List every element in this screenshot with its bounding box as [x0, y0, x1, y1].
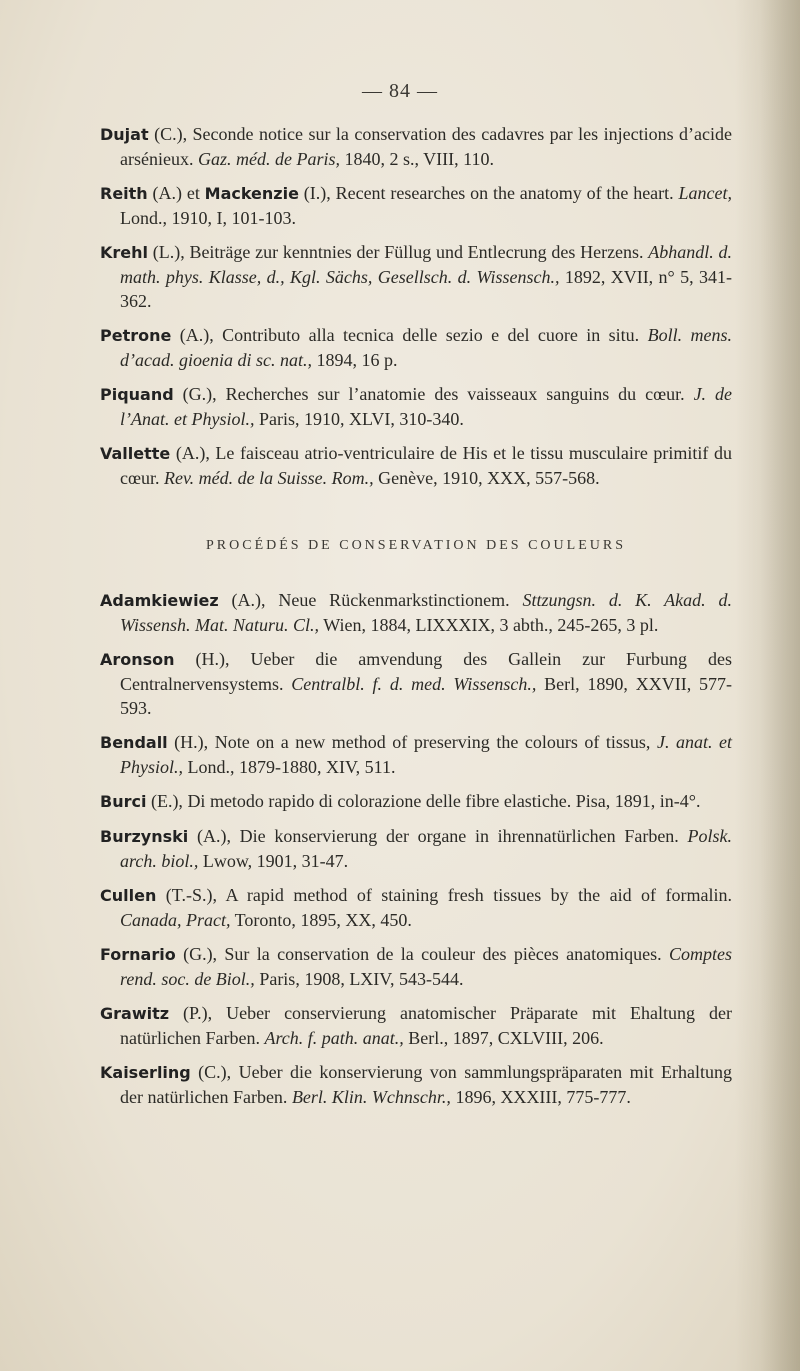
- bibliography-entry: [100, 1060, 732, 1109]
- entry-details: Berl, 1890, XXVII, 577-593.: [120, 674, 732, 718]
- entry-details: Genève, 1910, XXX, 557-568.: [373, 468, 600, 488]
- bibliography-entry: [100, 883, 732, 932]
- entry-initials: (A.),: [218, 590, 279, 610]
- entry-title: Note on a new method of preserving the colours of tissus,: [214, 732, 657, 752]
- entry-coauthor: Mackenzie: [204, 184, 299, 203]
- entry-details: Toronto, 1895, XX, 450.: [230, 910, 412, 930]
- entry-journal: J. de l’Anat. et Physiol.,: [120, 384, 732, 429]
- entry-journal: Centralbl. f. d. med. Wissensch.,: [291, 674, 537, 694]
- entry-author: Fornario: [100, 945, 176, 964]
- entry-author: Kaiserling: [100, 1063, 191, 1082]
- entry-title: Neue Rückenmarkstinctionem.: [278, 590, 523, 610]
- entry-author: Bendall: [100, 733, 168, 752]
- entry-title: Recherches sur l’anatomie des vaisseaux sanguins du cœur.: [225, 384, 694, 404]
- entry-author: Piquand: [100, 385, 174, 404]
- bibliography-entry: [100, 441, 732, 490]
- entry-initials: (G.),: [175, 944, 225, 964]
- bibliography-entry: [100, 323, 732, 372]
- entry-initials: (A.),: [188, 826, 240, 846]
- entry-author: Adamkiewiez: [100, 591, 219, 610]
- entry-initials: (H.),: [167, 732, 215, 752]
- entry-author: Aronson: [100, 650, 175, 669]
- entry-author: Cullen: [100, 886, 157, 905]
- entry-title: Ueber die konservierung von sammlungspräparaten mit Erhaltung der natürlichen Farben.: [120, 1062, 732, 1107]
- bibliography-entry: [100, 730, 732, 779]
- entry-author: Vallette: [100, 444, 171, 463]
- entry-title: Sur la conservation de la couleur des pièces anatomiques.: [224, 944, 669, 964]
- page-fold-shadow: [760, 0, 800, 1371]
- entry-details: 1896, XXXIII, 775-777.: [450, 1087, 631, 1107]
- entry-initials: (C.),: [190, 1062, 239, 1082]
- entry-author: Burci: [100, 792, 147, 811]
- entry-details: Lond., 1910, I, 101-103.: [120, 208, 296, 228]
- bibliography-entry: [100, 588, 732, 637]
- entry-coauthor-initials: (I.),: [298, 183, 336, 203]
- entry-title: Contributo alla tecnica delle sezio e del cuore in situ.: [222, 325, 648, 345]
- entry-initials: (L.),: [148, 242, 190, 262]
- page-number: — 84 —: [362, 80, 438, 102]
- entry-journal: Rev. méd. de la Suisse. Rom.,: [164, 468, 374, 488]
- bibliography-content: [100, 122, 732, 1119]
- bibliography-entry: [100, 789, 732, 814]
- bibliography-entry: [100, 122, 732, 171]
- entry-journal: Sttzungsn. d. K. Akad. d. Wissensh. Mat. Naturu. Cl.,: [120, 590, 732, 635]
- entry-title: A rapid method of staining fresh tissues by the aid of formalin.: [225, 885, 732, 905]
- entry-initials: (G.),: [173, 384, 226, 404]
- entry-title: Beiträge zur kenntnies der Füllug und Entlecrung des Herzens.: [189, 242, 649, 262]
- entry-details: Lwow, 1901, 31-47.: [198, 851, 349, 871]
- entry-author: Petrone: [100, 326, 172, 345]
- entry-journal: Abhandl. d. math. phys. Klasse, d., Kgl. Sächs, Gesellsch. d. Wissensch.,: [120, 242, 732, 287]
- bibliography-entry: [100, 181, 732, 230]
- entry-journal: Boll. mens. d’acad. gioenia di sc. nat.,: [120, 325, 732, 370]
- entry-details: Berl., 1897, CXLVIII, 206.: [403, 1028, 604, 1048]
- bibliography-entry: [100, 1001, 732, 1050]
- entry-details: Wien, 1884, LIXXXIX, 3 abth., 245-265, 3 pl.: [319, 615, 659, 635]
- entry-details: 1840, 2 s., VIII, 110.: [339, 149, 494, 169]
- entry-title: Ueber conservierung anatomischer Präparate mit Ehaltung der natürlichen Farben.: [120, 1003, 732, 1048]
- entry-journal: Polsk. arch. biol.,: [120, 826, 732, 871]
- entry-journal: Berl. Klin. Wchnschr.,: [291, 1087, 451, 1107]
- bibliography-entry: [100, 942, 732, 991]
- section-heading: PROCÉDÉS DE CONSERVATION DES COULEURS: [206, 538, 626, 553]
- entry-author: Krehl: [100, 243, 149, 262]
- entry-author: Dujat: [100, 125, 149, 144]
- entry-details: 1892, XVII, n° 5, 341-362.: [120, 267, 732, 311]
- entry-details: 1894, 16 p.: [311, 350, 398, 370]
- entry-details: Lond., 1879-1880, XIV, 511.: [183, 757, 396, 777]
- entry-initials: (T.-S.),: [156, 885, 226, 905]
- entry-initials: (A.),: [170, 443, 216, 463]
- entry-title: Di metodo rapido di colorazione delle fibre elastiche. Pisa, 1891, in-4°.: [187, 791, 701, 811]
- entry-title: Seconde notice sur la conservation des cadavres par les injections d’acide arsénieux.: [120, 124, 733, 169]
- entry-title: Ueber die amvendung des Gallein zur Furbung des Centralnervensystems.: [120, 649, 732, 694]
- entry-initials: (P.),: [169, 1003, 227, 1023]
- entry-initials: (C.),: [148, 124, 193, 144]
- entry-journal: J. anat. et Physiol.,: [120, 732, 732, 777]
- entry-initials: (A.) et: [147, 183, 205, 203]
- entry-initials: (E.),: [146, 791, 188, 811]
- bibliography-entry: [100, 647, 732, 720]
- entry-author: Grawitz: [100, 1004, 170, 1023]
- entry-author: Burzynski: [100, 827, 189, 846]
- entry-details: Paris, 1908, LXIV, 543-544.: [254, 969, 464, 989]
- entry-author: Reith: [100, 184, 148, 203]
- entry-journal: Canada, Pract,: [120, 910, 231, 930]
- entry-title: Le faisceau atrio-ventriculaire de His et le tissu musculaire primitif du cœur.: [120, 443, 732, 488]
- entry-journal: Arch. f. path. anat.,: [264, 1028, 404, 1048]
- entry-journal: Comptes rend. soc. de Biol.,: [120, 944, 732, 989]
- bibliography-entry: [100, 382, 732, 431]
- entry-title: Recent researches on the anatomy of the heart.: [335, 183, 679, 203]
- entry-journal: Gaz. méd. de Paris,: [197, 149, 340, 169]
- entry-details: Paris, 1910, XLVI, 310-340.: [254, 409, 464, 429]
- bibliography-entry: [100, 240, 732, 313]
- entry-initials: (A.),: [171, 325, 223, 345]
- bibliography-entry: [100, 824, 732, 873]
- entry-journal: Lancet,: [678, 183, 732, 203]
- entry-initials: (H.),: [174, 649, 251, 669]
- entry-title: Die konservierung der organe in ihrennatürlichen Farben.: [239, 826, 688, 846]
